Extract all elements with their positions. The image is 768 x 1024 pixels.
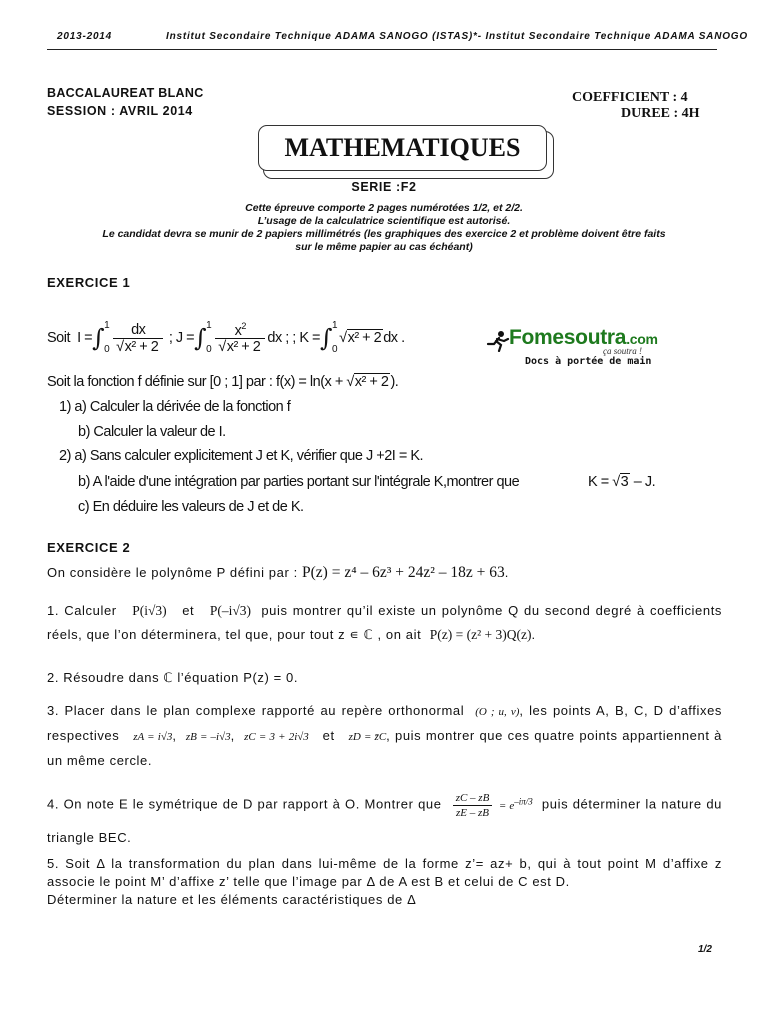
fraction-I: $\frac{dx}{\text{√x² + 2}}$: [113, 322, 163, 355]
formula-frame: (O ; u, v): [475, 706, 520, 718]
integral-bounds: 1 0: [332, 320, 338, 355]
exercise1-title: EXERCICE 1: [47, 275, 131, 290]
note-line: Cette épreuve comporte 2 pages numérotées 1/2, et 2/2.: [245, 202, 523, 214]
logo-brand: Fomesoutra.com: [509, 326, 658, 349]
polynomial-P: P(z) = z⁴ – 6z³ + 24z² – 18z + 63: [302, 564, 505, 581]
dx-sep: dx ;: [267, 330, 289, 346]
exam-duration: DUREE : 4H: [621, 106, 700, 121]
logo-tagline: Docs à portée de main: [525, 356, 652, 367]
question-2b-formula: K = √3 – J.: [588, 474, 656, 490]
exam-series: SERIE :F2: [351, 180, 417, 194]
exercise2-q5: 5. Soit Δ la transformation du plan dans lui-même de la forme z’= az+ b, qui à tout point M d’affixe z associe le point M’ d’affixe z’ telle que l’image par Δ de A est B et celui de C est D. Déterminer la nature et les éléments caractéristiques de Δ: [47, 856, 722, 907]
formula-zA: zA = i√3: [133, 731, 173, 743]
question-1b: b) Calculer la valeur de I.: [78, 424, 226, 440]
formula-zB: zB = –i√3: [185, 731, 231, 743]
formula-zC: zC = 3 + 2i√3: [244, 731, 309, 743]
fomesoutra-logo: [485, 326, 710, 372]
page-title: MATHEMATIQUES: [258, 125, 547, 171]
formula-exp: = $e^{-i\pi/3}$: [498, 796, 533, 812]
formula-ratio: $\frac{zC - zB}{zE - zB}$: [453, 791, 493, 820]
exam-session: SESSION : AVRIL 2014: [47, 104, 193, 118]
header-institution: Institut Secondaire Technique ADAMA SANOGO (ISTAS)*- Institut Secondaire Technique ADAMA SANOGO: [166, 31, 748, 42]
note-line: sur le même papier au cas échéant): [295, 241, 473, 253]
question-2c: c) En déduire les valeurs de J et de K.: [78, 499, 304, 515]
K-integrand: √x² + 2: [339, 330, 382, 346]
page-number: 1/2: [698, 944, 712, 955]
exam-coefficient: COEFFICIENT : 4: [572, 90, 688, 105]
J-label: ; J =: [168, 330, 195, 346]
exercise2-title: EXERCICE 2: [47, 540, 131, 555]
header-year: 2013-2014: [57, 31, 113, 42]
I-label: I =: [77, 330, 93, 346]
integral-sign: ∫: [320, 324, 333, 352]
runner-icon: [485, 330, 511, 352]
header-rule: [47, 49, 717, 50]
integral-bounds: 1 0: [206, 320, 212, 355]
integral-sign: ∫: [92, 324, 105, 352]
exercise2-intro: On considère le polynôme P défini par : P(z) = z⁴ – 6z³ + 24z² – 18z + 63.: [47, 564, 509, 581]
formula-factorization: P(z) = (z² + 3)Q(z): [429, 627, 532, 642]
integral-sign: ∫: [194, 324, 207, 352]
dx-end: dx .: [383, 330, 405, 346]
formula-P-i-root3: P(i√3): [132, 603, 167, 618]
exercise2-q4: 4. On note E le symétrique de D par rapport à O. Montrer que $\frac{zC - zB}{zE - zB}$ = $e^{-i\pi/3}$ puis déterminer la nature du triangle BEC.: [47, 791, 722, 845]
formula-zD: zD = z̄C: [348, 731, 387, 743]
exam-notes: [20, 202, 748, 254]
K-label: ; K =: [292, 330, 321, 346]
function-definition: Soit la fonction f définie sur [0 ; 1] par : f(x) = ln(x + √x² + 2 ).: [47, 374, 399, 390]
exercise2-q3: 3. Placer dans le plan complexe rapporté au repère orthonormal (O ; u, v), les points A, B, C, D d’affixes respectives zA = i√3, zB = –i√3, zC = 3 + 2i√3 et zD = z̄C, puis montrer que ces quatre points appartiennent à un même cercle.: [47, 703, 722, 768]
logo-slogan: ça soutra !: [603, 346, 642, 356]
note-line: L’usage de la calculatrice scientifique est autorisé.: [257, 215, 511, 227]
integrals-definition: [47, 308, 405, 368]
soit-label: Soit: [47, 330, 70, 346]
exercise2-q1: 1. Calculer P(i√3) et P(–i√3) puis montrer qu’il existe un polynôme Q du second degré à coefficients réels, que l’on déterminera, tel que, pour tout z ∊ ℂ , on ait P(z) = (z² + 3)Q(z).: [47, 603, 723, 642]
fraction-J: $\frac{x^2}{\text{√x² + 2}}$: [215, 321, 265, 356]
question-1a: 1) a) Calculer la dérivée de la fonction f: [59, 399, 291, 415]
exam-type: BACCALAUREAT BLANC: [47, 86, 204, 100]
note-line: Le candidat devra se munir de 2 papiers millimétrés (les graphiques des exercice 2 et problème doivent être faits: [102, 228, 666, 240]
question-2b: b) A l'aide d'une intégration par parties portant sur l'intégrale K,montrer que: [78, 474, 520, 490]
exercise2-q2: 2. Résoudre dans ℂ l’équation P(z) = 0.: [47, 670, 299, 685]
question-2a: 2) a) Sans calculer explicitement J et K, vérifier que J +2I = K.: [59, 448, 424, 464]
integral-bounds: 1 0: [104, 320, 110, 355]
formula-P-minus-i-root3: P(–i√3): [209, 603, 251, 618]
